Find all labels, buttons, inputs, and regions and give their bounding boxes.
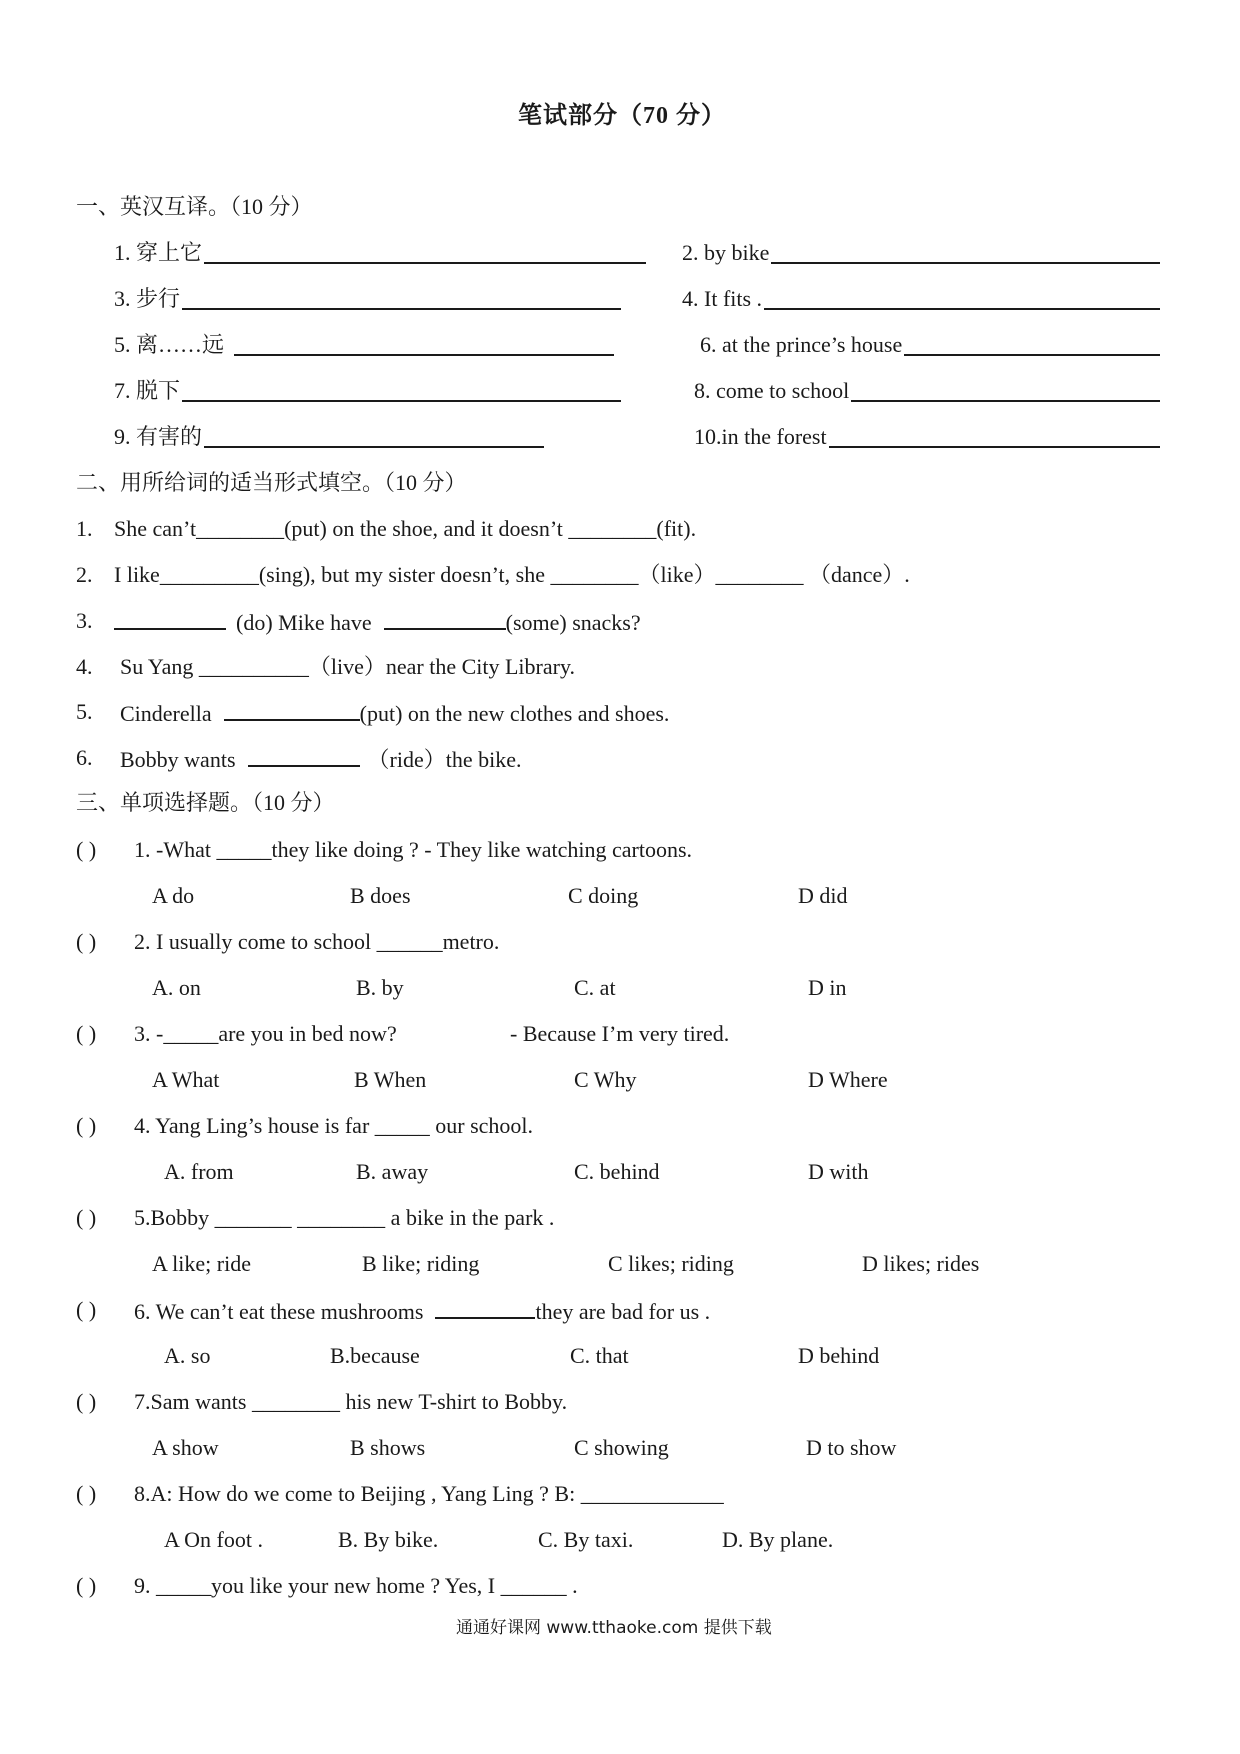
fill-item-6-num: 6. bbox=[76, 745, 93, 770]
question-9: 9. _____you like your new home ? Yes, I ______ . bbox=[134, 1573, 578, 1598]
fill-item-2: I like_________(sing), but my sister doesn’t, she ________（like）________ （dance）. bbox=[114, 562, 910, 587]
question-4: 4. Yang Ling’s house is far _____ our school. bbox=[134, 1113, 534, 1138]
option-a[interactable]: A. from bbox=[164, 1159, 234, 1184]
question-3: 3. -_____are you in bed now? bbox=[134, 1021, 397, 1046]
question-1: 1. -What _____they like doing ? - They like watching cartoons. bbox=[134, 837, 693, 862]
fill-item-3: (do) Mike have (some) snacks? bbox=[114, 610, 641, 634]
answer-line[interactable] bbox=[771, 244, 1160, 264]
answer-paren[interactable]: ( ) bbox=[76, 1297, 97, 1322]
option-d[interactable]: D with bbox=[808, 1159, 869, 1184]
answer-paren[interactable]: ( ) bbox=[76, 1205, 97, 1230]
translate-item-5: 5. 离……远 bbox=[114, 334, 614, 356]
answer-line[interactable] bbox=[204, 244, 646, 264]
translate-item-9: 9. 有害的 bbox=[114, 426, 544, 448]
option-b[interactable]: B When bbox=[354, 1067, 427, 1092]
fill-item-1-num: 1. bbox=[76, 516, 93, 541]
footer-credit: 通通好课网 www.tthaoke.com 提供下载 bbox=[456, 1618, 772, 1638]
answer-blank[interactable] bbox=[435, 1299, 535, 1319]
fill-item-5: Cinderella (put) on the new clothes and shoes. bbox=[120, 701, 670, 726]
option-d[interactable]: D did bbox=[798, 883, 848, 908]
translate-item-4: 4. It fits . bbox=[682, 288, 1160, 310]
question-3-answer: - Because I’m very tired. bbox=[510, 1021, 730, 1046]
translate-item-3: 3. 步行 bbox=[114, 288, 621, 310]
option-d[interactable]: D behind bbox=[798, 1343, 880, 1368]
option-c[interactable]: C Why bbox=[574, 1067, 637, 1092]
option-c[interactable]: C showing bbox=[574, 1435, 669, 1460]
option-d[interactable]: D to show bbox=[806, 1435, 897, 1460]
option-c[interactable]: C doing bbox=[568, 883, 639, 908]
option-b[interactable]: B like; riding bbox=[362, 1251, 480, 1276]
question-8: 8.A: How do we come to Beijing , Yang Ling ? B: _____________ bbox=[134, 1481, 724, 1506]
fill-item-6: Bobby wants （ride）the bike. bbox=[120, 747, 522, 772]
question-5: 5.Bobby _______ ________ a bike in the park . bbox=[134, 1205, 555, 1230]
fill-item-5-num: 5. bbox=[76, 699, 93, 724]
answer-line[interactable] bbox=[182, 382, 621, 402]
option-b[interactable]: B shows bbox=[350, 1435, 426, 1460]
option-c[interactable]: C. behind bbox=[574, 1159, 660, 1184]
option-b[interactable]: B. By bike. bbox=[338, 1527, 439, 1552]
option-b[interactable]: B. by bbox=[356, 975, 404, 1000]
translate-item-1: 1. 穿上它 bbox=[114, 242, 646, 264]
answer-line[interactable] bbox=[182, 290, 621, 310]
answer-paren[interactable]: ( ) bbox=[76, 837, 97, 862]
translate-item-2: 2. by bike bbox=[682, 242, 1160, 264]
answer-line[interactable] bbox=[234, 336, 614, 356]
translate-item-6: 6. at the prince’s house bbox=[700, 334, 1160, 356]
fill-item-3-num: 3. bbox=[76, 608, 93, 633]
fill-item-1: She can’t________(put) on the shoe, and it doesn’t ________(fit). bbox=[114, 516, 697, 541]
translate-item-10: 10.in the forest bbox=[694, 426, 1160, 448]
answer-blank[interactable] bbox=[248, 747, 360, 767]
option-a[interactable]: A. on bbox=[152, 975, 201, 1000]
option-d[interactable]: D in bbox=[808, 975, 847, 1000]
translate-item-8: 8. come to school bbox=[694, 380, 1160, 402]
option-b[interactable]: B.because bbox=[330, 1343, 420, 1368]
answer-line[interactable] bbox=[904, 336, 1160, 356]
answer-line[interactable] bbox=[204, 428, 544, 448]
question-7: 7.Sam wants ________ his new T-shirt to Bobby. bbox=[134, 1389, 568, 1414]
fill-item-4: Su Yang __________（live）near the City Library. bbox=[120, 654, 576, 679]
option-b[interactable]: B. away bbox=[356, 1159, 429, 1184]
option-a[interactable]: A What bbox=[152, 1067, 220, 1092]
option-a[interactable]: A do bbox=[152, 883, 195, 908]
translate-item-7: 7. 脱下 bbox=[114, 380, 621, 402]
fill-item-4-num: 4. bbox=[76, 654, 93, 679]
option-d[interactable]: D. By plane. bbox=[722, 1527, 834, 1552]
answer-line[interactable] bbox=[851, 382, 1160, 402]
question-2: 2. I usually come to school ______metro. bbox=[134, 929, 500, 954]
answer-line[interactable] bbox=[829, 428, 1160, 448]
option-a[interactable]: A show bbox=[152, 1435, 219, 1460]
option-c[interactable]: C. that bbox=[570, 1343, 629, 1368]
section2-heading: 二、用所给词的适当形式填空。（10 分） bbox=[76, 470, 467, 495]
option-d[interactable]: D likes; rides bbox=[862, 1251, 980, 1276]
fill-item-2-num: 2. bbox=[76, 562, 93, 587]
question-6: 6. We can’t eat these mushrooms they are bad for us . bbox=[134, 1299, 711, 1324]
answer-blank[interactable] bbox=[224, 701, 360, 721]
option-a[interactable]: A On foot . bbox=[164, 1527, 263, 1552]
answer-line[interactable] bbox=[764, 290, 1160, 310]
option-b[interactable]: B does bbox=[350, 883, 411, 908]
answer-paren[interactable]: ( ) bbox=[76, 1021, 97, 1046]
answer-blank[interactable] bbox=[384, 610, 506, 630]
answer-paren[interactable]: ( ) bbox=[76, 1573, 97, 1598]
answer-paren[interactable]: ( ) bbox=[76, 1481, 97, 1506]
option-a[interactable]: A. so bbox=[164, 1343, 211, 1368]
option-c[interactable]: C. By taxi. bbox=[538, 1527, 634, 1552]
page-title: 笔试部分（70 分） bbox=[518, 103, 726, 129]
answer-paren[interactable]: ( ) bbox=[76, 1389, 97, 1414]
answer-paren[interactable]: ( ) bbox=[76, 1113, 97, 1138]
option-c[interactable]: C. at bbox=[574, 975, 616, 1000]
answer-paren[interactable]: ( ) bbox=[76, 929, 97, 954]
option-d[interactable]: D Where bbox=[808, 1067, 888, 1092]
answer-blank[interactable] bbox=[114, 610, 226, 630]
option-a[interactable]: A like; ride bbox=[152, 1251, 251, 1276]
option-c[interactable]: C likes; riding bbox=[608, 1251, 734, 1276]
section1-heading: 一、英汉互译。（10 分） bbox=[76, 194, 313, 219]
section3-heading: 三、单项选择题。（10 分） bbox=[76, 790, 335, 815]
